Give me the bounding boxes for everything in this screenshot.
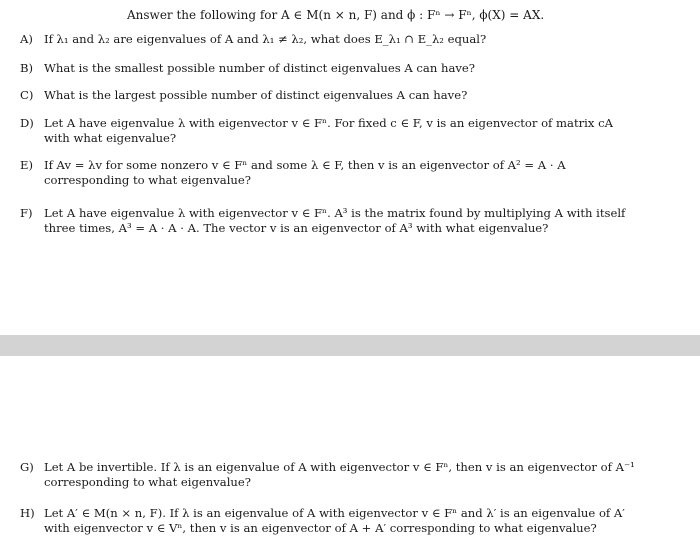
question-text: If Av = λv for some nonzero v ∈ Fⁿ and some λ ∈ F, then v is an eigenvector of A² = A · A: [44, 158, 566, 172]
question-text-continued: three times, A³ = A · A · A. The vector v is an eigenvector of A³ with what eigenvalue?: [44, 221, 549, 235]
question-text-continued: corresponding to what eigenvalue?: [44, 475, 251, 489]
section-divider: [0, 335, 700, 356]
question-label: E): [20, 158, 33, 172]
question-c: [20, 88, 680, 103]
question-label: C): [20, 88, 34, 102]
question-text: Let A have eigenvalue λ with eigenvector v ∈ Fⁿ. A³ is the matrix found by multiplying A with itself: [44, 206, 626, 220]
question-text: What is the largest possible number of distinct eigenvalues A can have?: [44, 88, 468, 102]
question-label: H): [20, 506, 35, 520]
question-text: Let A be invertible. If λ is an eigenvalue of A with eigenvector v ∈ Fⁿ, then v is an eigenvector of A⁻¹: [44, 460, 635, 474]
question-d: [20, 116, 680, 146]
question-g: [20, 460, 680, 490]
question-text: Let A′ ∈ M(n × n, F). If λ is an eigenvalue of A with eigenvector v ∈ Fⁿ and λ′ is an eigenvalue of A′: [44, 506, 625, 520]
question-label: A): [20, 32, 33, 46]
question-text-continued: with eigenvector v ∈ Vⁿ, then v is an eigenvector of A + A′ corresponding to what eigenvalue?: [44, 521, 597, 535]
question-text: What is the smallest possible number of distinct eigenvalues A can have?: [44, 61, 475, 75]
instructions-heading: Answer the following for A ∈ M(n × n, F) and ϕ : Fⁿ → Fⁿ, ϕ(X) = AX.: [127, 8, 545, 22]
question-e: [20, 158, 680, 188]
question-label: B): [20, 61, 34, 75]
question-h: [20, 506, 680, 536]
question-f: [20, 206, 680, 236]
question-label: F): [20, 206, 33, 220]
question-text-continued: with what eigenvalue?: [44, 131, 177, 145]
question-b: [20, 61, 680, 76]
question-label: G): [20, 460, 34, 474]
question-label: D): [20, 116, 34, 130]
question-a: [20, 32, 680, 47]
question-text: If λ₁ and λ₂ are eigenvalues of A and λ₁ ≠ λ₂, what does E_λ₁ ∩ E_λ₂ equal?: [44, 32, 487, 46]
question-text-continued: corresponding to what eigenvalue?: [44, 173, 251, 187]
question-text: Let A have eigenvalue λ with eigenvector v ∈ Fⁿ. For fixed c ∈ F, v is an eigenvector of matrix cA: [44, 116, 613, 130]
